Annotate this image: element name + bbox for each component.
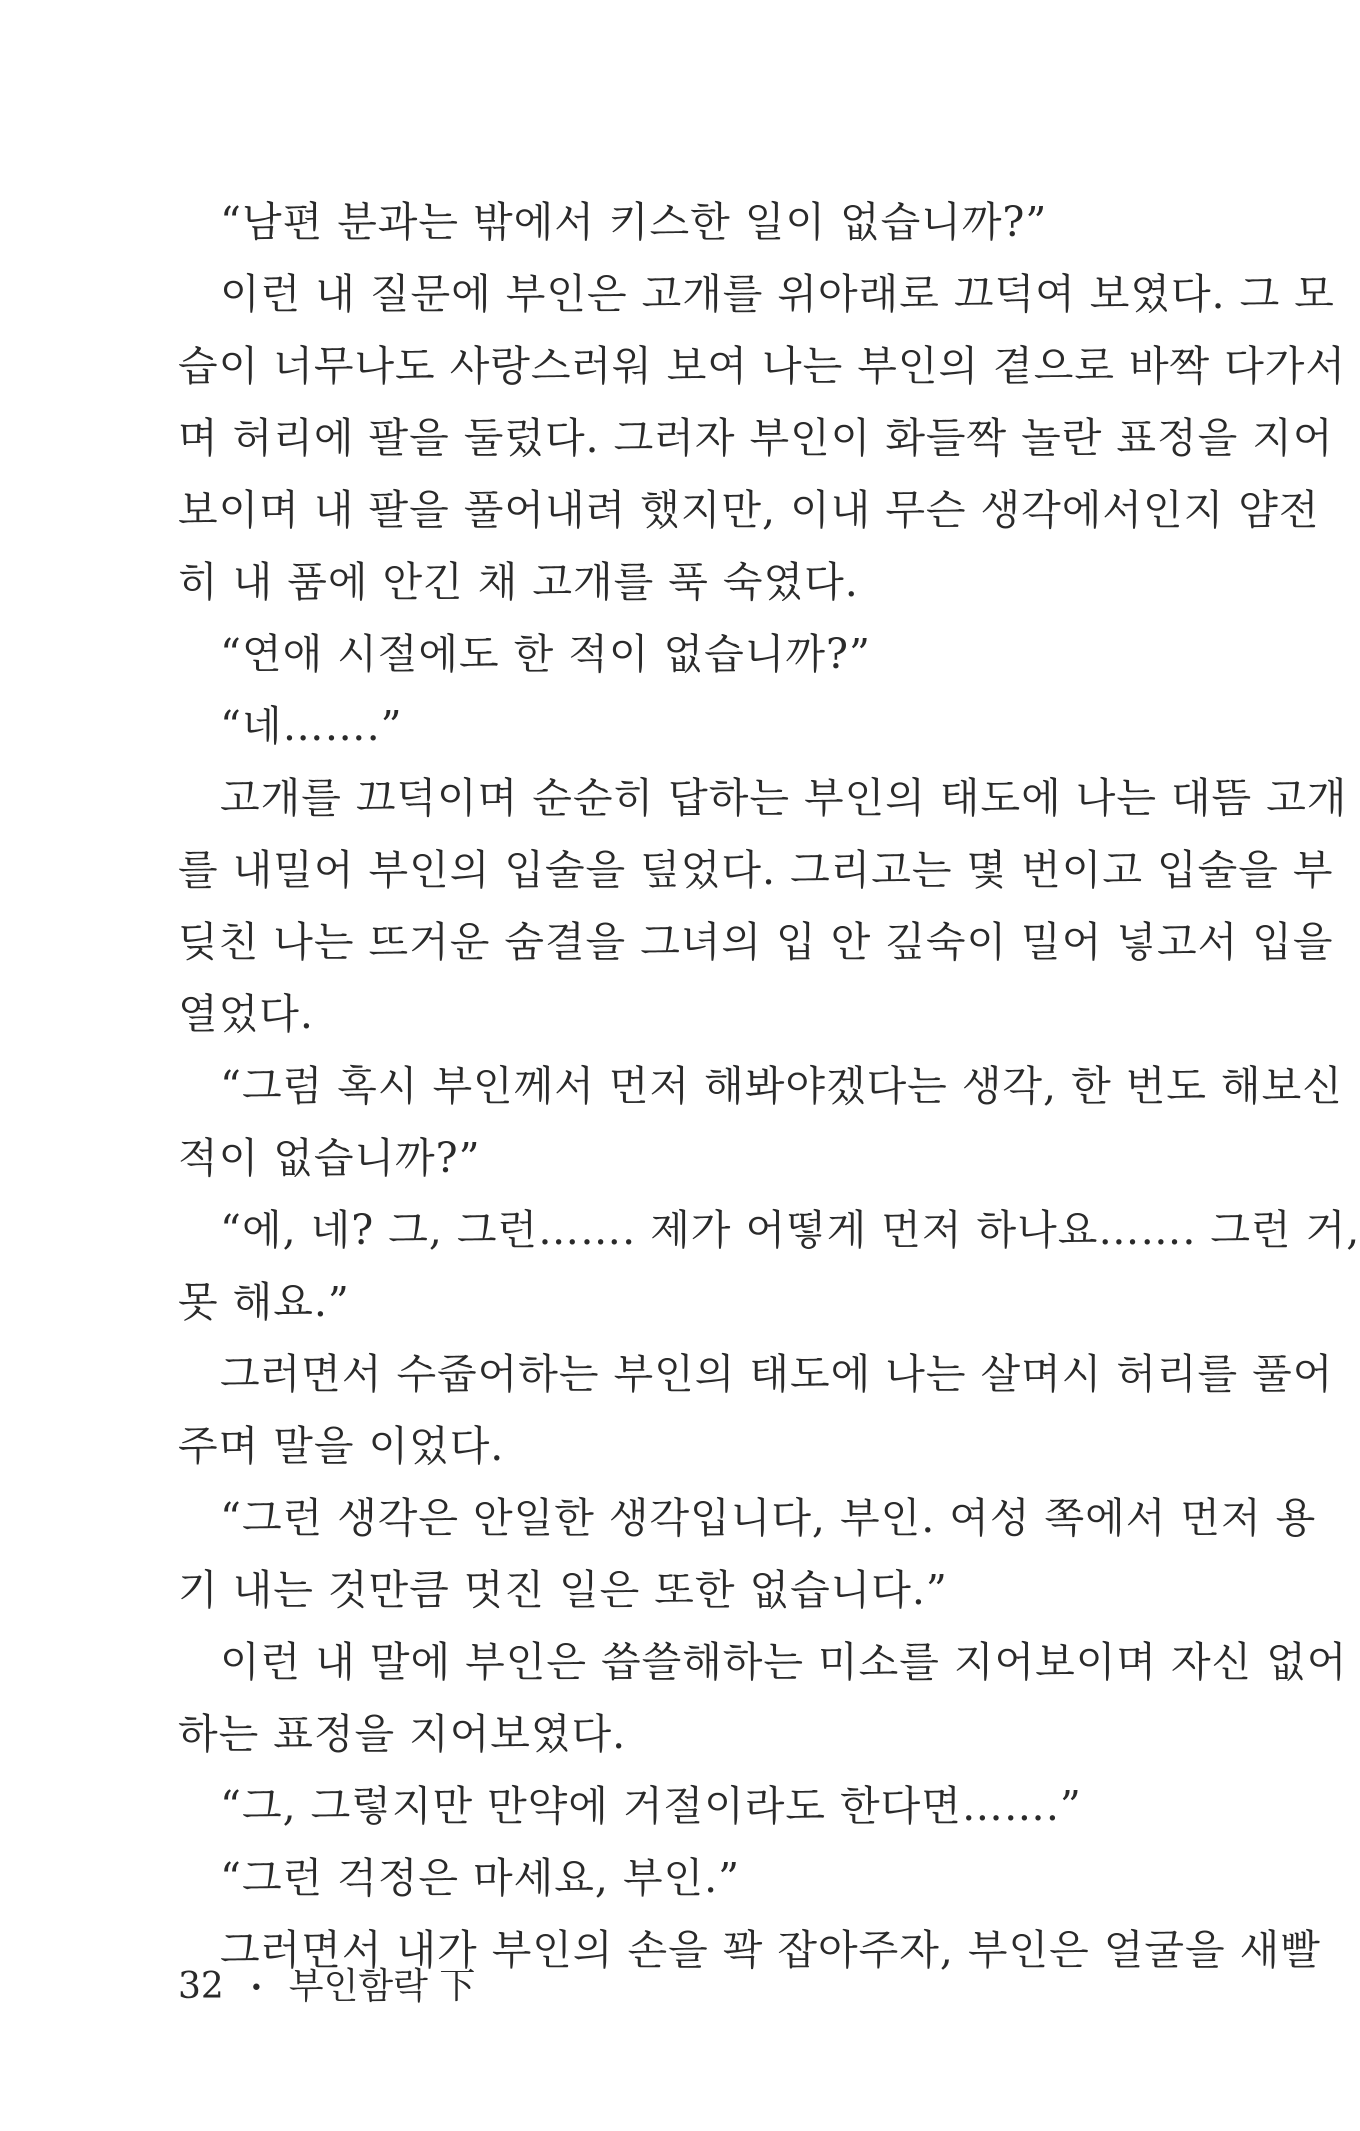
text-line: 열었다.	[178, 990, 314, 1038]
text-line: 며 허리에 팔을 둘렀다. 그러자 부인이 화들짝 놀란 표정을 지어	[178, 414, 1334, 462]
text-line: “남편 분과는 밖에서 키스한 일이 없습니까?”	[220, 198, 1048, 246]
text-line: 그러면서 수줍어하는 부인의 태도에 나는 살며시 허리를 풀어	[220, 1350, 1334, 1398]
text-line: “그런 생각은 안일한 생각입니다, 부인. 여성 쪽에서 먼저 용	[220, 1494, 1317, 1542]
text-line: “연애 시절에도 한 적이 없습니까?”	[220, 630, 871, 678]
text-line: 못 해요.”	[178, 1278, 350, 1326]
text-line: 보이며 내 팔을 풀어내려 했지만, 이내 무슨 생각에서인지 얌전	[178, 486, 1320, 534]
text-line: 이런 내 질문에 부인은 고개를 위아래로 끄덕여 보였다. 그 모	[220, 270, 1335, 318]
page-number: 32	[178, 1966, 224, 2007]
text-line: “네…….”	[220, 702, 403, 750]
text-line: 적이 없습니까?”	[178, 1134, 481, 1182]
text-line: 고개를 끄덕이며 순순히 답하는 부인의 태도에 나는 대뜸 고개	[220, 774, 1348, 822]
page-footer	[178, 1962, 475, 2012]
book-title: 부인함락 下	[288, 1966, 476, 2007]
text-line: “그럼 혹시 부인께서 먼저 해봐야겠다는 생각, 한 번도 해보신	[220, 1062, 1343, 1110]
text-line: 를 내밀어 부인의 입술을 덮었다. 그리고는 몇 번이고 입술을 부	[178, 846, 1334, 894]
text-line: 습이 너무나도 사랑스러워 보여 나는 부인의 곁으로 바짝 다가서	[178, 342, 1347, 390]
text-line: 기 내는 것만큼 멋진 일은 또한 없습니다.”	[178, 1566, 948, 1614]
footer-separator: •	[249, 1976, 263, 2001]
body-text	[178, 186, 1360, 1986]
text-line: 주며 말을 이었다.	[178, 1422, 505, 1470]
text-line: 히 내 품에 안긴 채 고개를 푹 숙였다.	[178, 558, 859, 606]
text-line: “그런 걱정은 마세요, 부인.”	[220, 1854, 741, 1902]
text-line: 딪친 나는 뜨거운 숨결을 그녀의 입 안 깊숙이 밀어 넣고서 입을	[178, 918, 1334, 966]
text-line: 그러면서 내가 부인의 손을 꽉 잡아주자, 부인은 얼굴을 새빨	[220, 1926, 1321, 1974]
text-line: “에, 네? 그, 그런……. 제가 어떻게 먼저 하나요……. 그런 거,	[220, 1206, 1360, 1254]
text-line: “그, 그렇지만 만약에 거절이라도 한다면…….”	[220, 1782, 1082, 1830]
text-line: 하는 표정을 지어보였다.	[178, 1710, 627, 1758]
text-line: 이런 내 말에 부인은 씁쓸해하는 미소를 지어보이며 자신 없어	[220, 1638, 1348, 1686]
